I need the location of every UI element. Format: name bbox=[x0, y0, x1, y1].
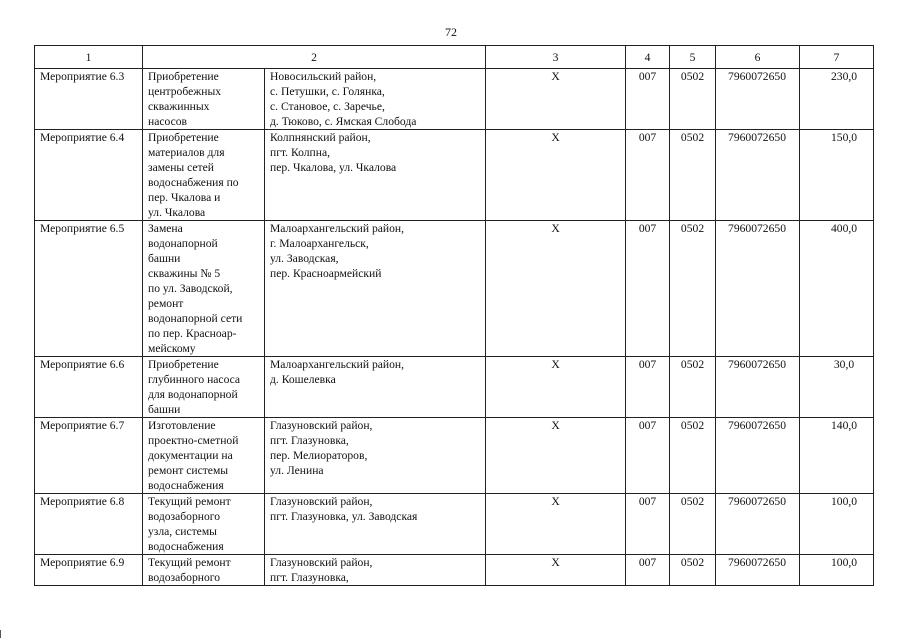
cell-col7: 100,0 bbox=[800, 555, 874, 586]
cell-col5: 0502 bbox=[670, 69, 716, 130]
measure-name: Мероприятие 6.7 bbox=[35, 418, 143, 494]
budget-table bbox=[34, 45, 874, 586]
cell-col4: 007 bbox=[626, 130, 670, 221]
cell-col3: Х bbox=[486, 69, 626, 130]
measure-name: Мероприятие 6.6 bbox=[35, 357, 143, 418]
header-col-5: 5 bbox=[670, 46, 716, 69]
header-col-2: 2 bbox=[143, 46, 486, 69]
cell-col3: Х bbox=[486, 494, 626, 555]
cell-col6: 7960072650 bbox=[716, 555, 800, 586]
cell-col5: 0502 bbox=[670, 357, 716, 418]
table-row bbox=[35, 555, 874, 586]
header-row bbox=[35, 46, 874, 69]
page-number: 72 bbox=[445, 25, 457, 39]
table-row bbox=[35, 69, 874, 130]
header-col-1: 1 bbox=[35, 46, 143, 69]
table-row bbox=[35, 494, 874, 555]
table-row bbox=[35, 357, 874, 418]
measure-description: Приобретение глубинного насоса для водонапорной башни bbox=[143, 357, 265, 418]
measure-name: Мероприятие 6.5 bbox=[35, 221, 143, 357]
header-col-6: 6 bbox=[716, 46, 800, 69]
cell-col7: 30,0 bbox=[800, 357, 874, 418]
cell-col4: 007 bbox=[626, 221, 670, 357]
measure-name: Мероприятие 6.3 bbox=[35, 69, 143, 130]
measure-location: Малоархангельский район, д. Кошелевка bbox=[265, 357, 486, 418]
measure-location: Глазуновский район, пгт. Глазуновка, ул. Заводская bbox=[265, 494, 486, 555]
measure-location: Колпнянский район, пгт. Колпна, пер. Чкалова, ул. Чкалова bbox=[265, 130, 486, 221]
cell-col7: 100,0 bbox=[800, 494, 874, 555]
cell-col6: 7960072650 bbox=[716, 221, 800, 357]
cell-col6: 7960072650 bbox=[716, 357, 800, 418]
cell-col5: 0502 bbox=[670, 494, 716, 555]
cell-col4: 007 bbox=[626, 418, 670, 494]
header-col-7: 7 bbox=[800, 46, 874, 69]
measure-location: Глазуновский район, пгт. Глазуновка, bbox=[265, 555, 486, 586]
cell-col7: 400,0 bbox=[800, 221, 874, 357]
cell-col6: 7960072650 bbox=[716, 69, 800, 130]
measure-description: Текущий ремонт водозаборного узла, системы водоснабжения bbox=[143, 494, 265, 555]
measure-location: Малоархангельский район, г. Малоархангельск, ул. Заводская, пер. Красноармейский bbox=[265, 221, 486, 357]
cell-col5: 0502 bbox=[670, 221, 716, 357]
cell-col4: 007 bbox=[626, 555, 670, 586]
measure-name: Мероприятие 6.4 bbox=[35, 130, 143, 221]
measure-name: Мероприятие 6.9 bbox=[35, 555, 143, 586]
table-row bbox=[35, 221, 874, 357]
cell-col6: 7960072650 bbox=[716, 418, 800, 494]
cell-col4: 007 bbox=[626, 69, 670, 130]
cell-col3: Х bbox=[486, 555, 626, 586]
cell-col3: Х bbox=[486, 418, 626, 494]
measure-description: Изготовление проектно-сметной документации на ремонт системы водоснабжения bbox=[143, 418, 265, 494]
cell-col7: 140,0 bbox=[800, 418, 874, 494]
cell-col3: Х bbox=[486, 357, 626, 418]
header-col-4: 4 bbox=[626, 46, 670, 69]
table-header bbox=[35, 46, 874, 69]
measure-name: Мероприятие 6.8 bbox=[35, 494, 143, 555]
cell-col5: 0502 bbox=[670, 555, 716, 586]
table-row bbox=[35, 130, 874, 221]
measure-location: Новосильский район, с. Петушки, с. Голянка, с. Становое, с. Заречье, д. Тюково, с. Ямская Слобода bbox=[265, 69, 486, 130]
table-row bbox=[35, 418, 874, 494]
measure-description: Приобретение центробежных скважинных насосов bbox=[143, 69, 265, 130]
scan-edge-mark bbox=[0, 630, 1, 638]
header-col-3: 3 bbox=[486, 46, 626, 69]
cell-col4: 007 bbox=[626, 494, 670, 555]
cell-col3: Х bbox=[486, 130, 626, 221]
cell-col3: Х bbox=[486, 221, 626, 357]
cell-col5: 0502 bbox=[670, 418, 716, 494]
cell-col4: 007 bbox=[626, 357, 670, 418]
cell-col7: 230,0 bbox=[800, 69, 874, 130]
cell-col6: 7960072650 bbox=[716, 494, 800, 555]
measure-description: Приобретение материалов для замены сетей водоснабжения по пер. Чкалова и ул. Чкалова bbox=[143, 130, 265, 221]
table-body bbox=[35, 69, 874, 586]
measure-location: Глазуновский район, пгт. Глазуновка, пер. Мелиораторов, ул. Ленина bbox=[265, 418, 486, 494]
cell-col5: 0502 bbox=[670, 130, 716, 221]
measure-description: Замена водонапорной башни скважины № 5 по ул. Заводской, ремонт водонапорной сети по пер. Красноар- мейскому bbox=[143, 221, 265, 357]
cell-col6: 7960072650 bbox=[716, 130, 800, 221]
cell-col7: 150,0 bbox=[800, 130, 874, 221]
measure-description: Текущий ремонт водозаборного bbox=[143, 555, 265, 586]
